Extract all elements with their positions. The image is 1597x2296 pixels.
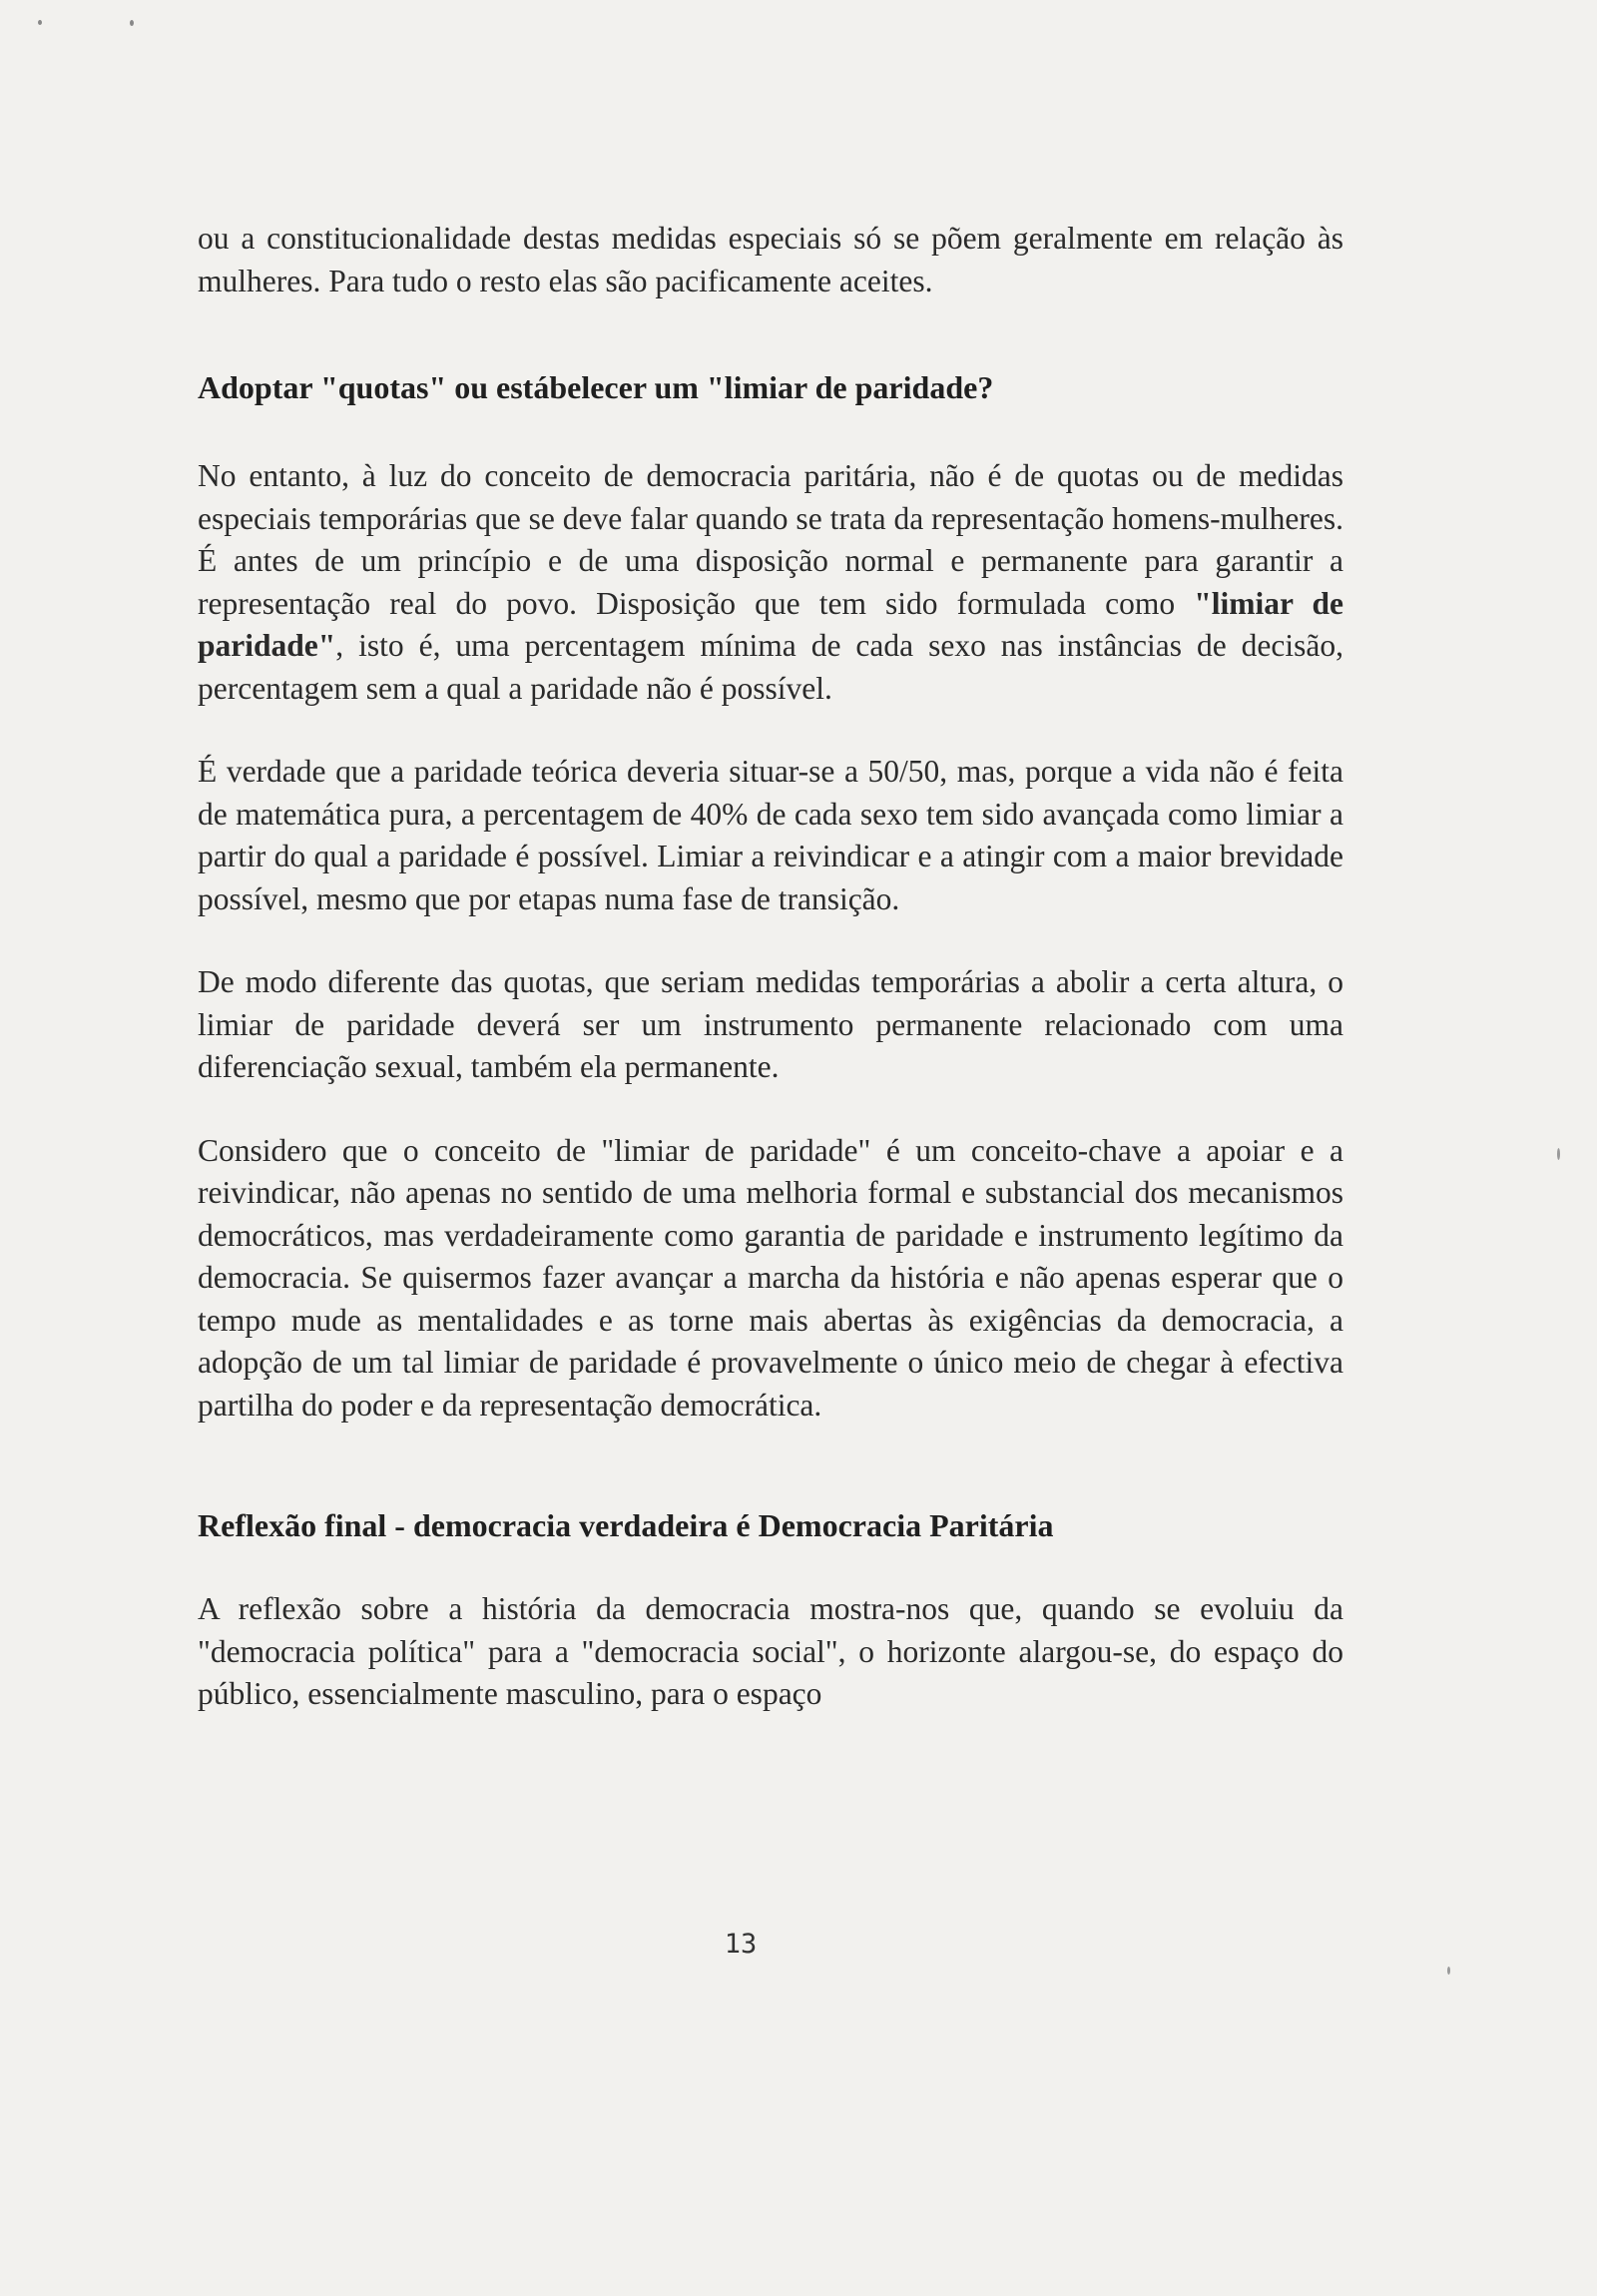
scan-speck [130, 20, 134, 26]
paragraph-limiar-definition [198, 455, 1343, 710]
paragraph-key-concept: Considero que o conceito de "limiar de paridade" é um conceito-chave a apoiar e a reivindicar, não apenas no sentido de uma melhoria formal e substancial dos mecanismos democráticos, mas verdadeiramente como garantia de paridade e instrumento legítimo da democracia. Se quisermos fazer avançar a marcha da história e não apenas esperar que o tempo mude as mentalidades e as torne mais abertas às exigências da democracia, a adopção de um tal limiar de paridade é provavelmente o único meio de chegar à efectiva partilha do poder e da representação democrática. [198, 1132, 1343, 1423]
section-heading-quotas: Adoptar "quotas" ou estábelecer um "limiar de paridade? [198, 369, 994, 405]
paragraph-intro: ou a constitucionalidade destas medidas especiais só se põem geralmente em relação às mulheres. Para tudo o resto elas são pacificamente aceites. [198, 221, 1343, 298]
paragraph-text: , isto é, uma percentagem mínima de cada sexo nas instâncias de decisão, percentagem sem a qual a paridade não é possível. [198, 628, 1343, 706]
bold-term-limiar: "limiar de paridade" [198, 585, 1344, 663]
scan-speck [38, 20, 42, 25]
paragraph-history-democracy: A reflexão sobre a história da democracia mostra-nos que, quando se evoluiu da "democracia política" para a "democracia social", o horizonte alargou-se, do espaço do público, essencialmente masculino, para o espaço [198, 1591, 1343, 1711]
page-body [198, 218, 1343, 1716]
paragraph-quotas-vs-limiar: De modo diferente das quotas, que seriam medidas temporárias a abolir a certa altura, o limiar de paridade deverá ser um instrumento permanente relacionado com uma diferenciação sexual, também ela permanente. [198, 964, 1343, 1084]
section-heading-final-reflection: Reflexão final - democracia verdadeira é Democracia Paritária [198, 1507, 1054, 1543]
scan-speck [1557, 1148, 1560, 1160]
scan-speck [1447, 1967, 1450, 1975]
paragraph-text: No entanto, à luz do conceito de democracia paritária, não é de quotas ou de medidas especiais temporárias que se deve falar quando se trata da representação homens-mulheres. É antes de um princípio e de uma disposição normal e permanente para garantir a representação real do povo. Disposição que tem sido formulada como [198, 458, 1343, 621]
page-number: 13 [724, 1929, 758, 1960]
paragraph-fifty-fifty: É verdade que a paridade teórica deveria situar-se a 50/50, mas, porque a vida não é feita de matemática pura, a percentagem de 40% de cada sexo tem sido avançada como limiar a partir do qual a paridade é possível. Limiar a reivindicar e a atingir com a maior brevidade possível, mesmo que por etapas numa fase de transição. [198, 754, 1343, 916]
